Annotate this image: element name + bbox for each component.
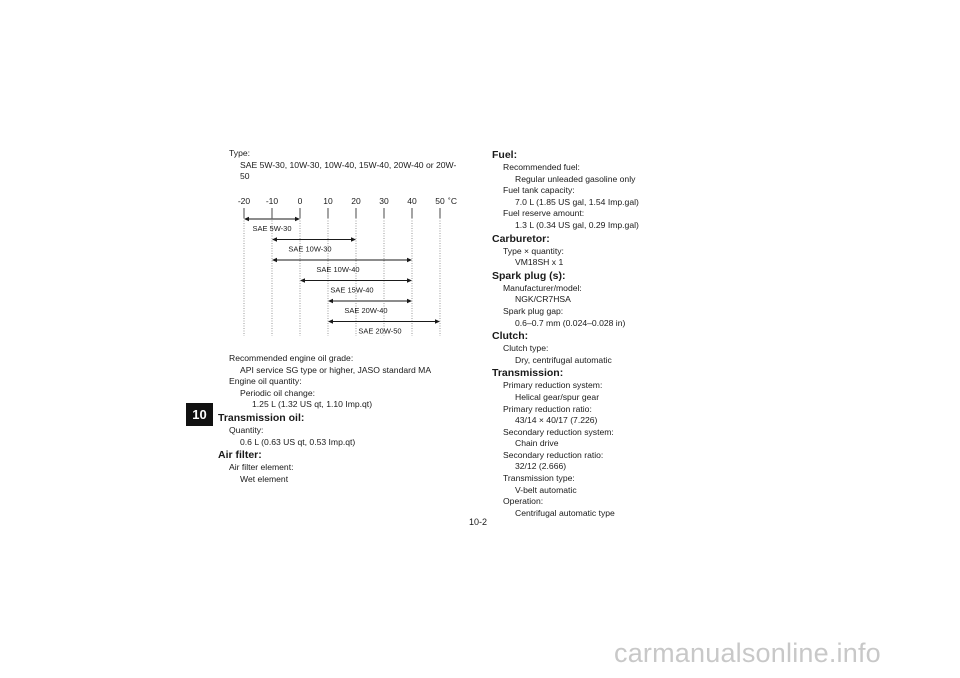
tick-label: 10 (323, 196, 333, 206)
range-arrow-right (407, 299, 412, 303)
range-arrow-right (435, 319, 440, 323)
tick-label: -10 (265, 196, 279, 206)
range-arrow-left (328, 299, 333, 303)
range-label: SAE 5W-30 (252, 224, 292, 233)
range-label: SAE 10W-40 (316, 265, 360, 274)
transmission-type-label: Transmission type: (503, 473, 575, 484)
transmission-oil-heading: Transmission oil: (218, 411, 305, 424)
rec-oil-grade-label: Recommended engine oil grade: (229, 353, 354, 363)
carburetor-heading: Carburetor: (492, 232, 550, 245)
plug-gap-value: 0.6–0.7 mm (0.024–0.028 in) (515, 317, 626, 328)
range-label: SAE 20W-40 (344, 306, 388, 315)
air-filter-heading: Air filter: (218, 449, 262, 462)
fuel-reserve-label: Fuel reserve amount: (503, 208, 585, 219)
unit-label: ˚C (448, 196, 457, 206)
chapter-tab: 10 (186, 403, 213, 426)
air-filter-element-value: Wet element (240, 473, 289, 484)
secondary-system-label: Secondary reduction system: (503, 426, 614, 437)
range-arrow-right (351, 237, 356, 241)
spark-plug-heading: Spark plug (s): (492, 269, 566, 282)
primary-system-label: Primary reduction system: (503, 380, 603, 391)
range-arrow-right (407, 258, 412, 262)
secondary-ratio-value: 32/12 (2.666) (515, 461, 567, 472)
range-arrow-left (328, 319, 333, 323)
range-arrow-left (244, 217, 249, 221)
fuel-heading: Fuel: (492, 149, 518, 161)
trans-oil-qty-value: 0.6 L (0.63 US qt, 0.53 Imp.qt) (240, 436, 356, 447)
oil-viscosity-chart (226, 193, 466, 338)
manufacturer-value: NGK/CR7HSA (515, 294, 571, 305)
tick-label: -20 (237, 196, 251, 206)
tank-capacity-label: Fuel tank capacity: (503, 185, 575, 196)
transmission-type-value: V-belt automatic (515, 484, 577, 495)
range-arrow-left (272, 237, 277, 241)
tick-label: 20 (351, 196, 361, 206)
primary-ratio-value: 43/14 × 40/17 (7.226) (515, 415, 598, 426)
tick-label: 30 (379, 196, 389, 206)
range-arrow-right (295, 217, 300, 221)
oil-type-value: SAE 5W-30, 10W-30, 10W-40, 15W-40, 20W-40 or 20W- (240, 159, 457, 170)
oil-type-value-cont: 50 (240, 171, 250, 182)
primary-system-value: Helical gear/spur gear (515, 391, 600, 402)
transmission-heading: Transmission: (492, 367, 564, 380)
clutch-type-value: Dry, centrifugal automatic (515, 354, 612, 365)
engine-oil-qty-label: Engine oil quantity: (229, 376, 302, 387)
clutch-heading: Clutch: (492, 330, 529, 343)
range-label: SAE 15W-40 (330, 285, 374, 295)
operation-label: Operation: (503, 496, 544, 507)
tick-label: 0 (297, 196, 303, 206)
primary-ratio-label: Primary reduction ratio: (503, 403, 592, 414)
range-arrow-left (300, 278, 305, 282)
range-label: SAE 20W-50 (358, 326, 402, 336)
plug-gap-label: Spark plug gap: (503, 305, 564, 316)
air-filter-element-label: Air filter element: (229, 462, 294, 473)
clutch-type-label: Clutch type: (503, 343, 549, 354)
page-number: 10-2 (469, 517, 488, 527)
rec-fuel-label: Recommended fuel: (503, 162, 580, 172)
carb-type-label: Type × quantity: (503, 245, 564, 256)
watermark: carmanualsonline.info (614, 638, 881, 668)
trans-oil-qty-label: Quantity: (229, 424, 264, 435)
tank-capacity-value: 7.0 L (1.85 US gal, 1.54 Imp.gal) (515, 196, 639, 207)
range-label: SAE 10W-30 (288, 244, 332, 254)
rec-oil-grade-value: API service SG type or higher, JASO standard MA (240, 364, 432, 375)
rec-fuel-value: Regular unleaded gasoline only (515, 173, 636, 184)
secondary-system-value: Chain drive (515, 438, 559, 449)
carb-type-value: VM18SH x 1 (515, 257, 564, 268)
manufacturer-label: Manufacturer/model: (503, 282, 582, 293)
range-arrow-left (272, 258, 277, 262)
left-column (229, 148, 479, 183)
periodic-change-label: Periodic oil change: (240, 387, 316, 398)
left-column-lower (218, 353, 479, 485)
tick-label: 50 (435, 196, 445, 206)
range-arrow-right (407, 278, 412, 282)
operation-value: Centrifugal automatic type (515, 507, 615, 518)
oil-type-label: Type: (229, 148, 251, 158)
right-column (492, 148, 692, 519)
secondary-ratio-label: Secondary reduction ratio: (503, 449, 604, 460)
fuel-reserve-value: 1.3 L (0.34 US gal, 0.29 Imp.gal) (515, 219, 639, 230)
periodic-change-value: 1.25 L (1.32 US qt, 1.10 Imp.qt) (252, 399, 373, 410)
tick-label: 40 (407, 196, 417, 206)
